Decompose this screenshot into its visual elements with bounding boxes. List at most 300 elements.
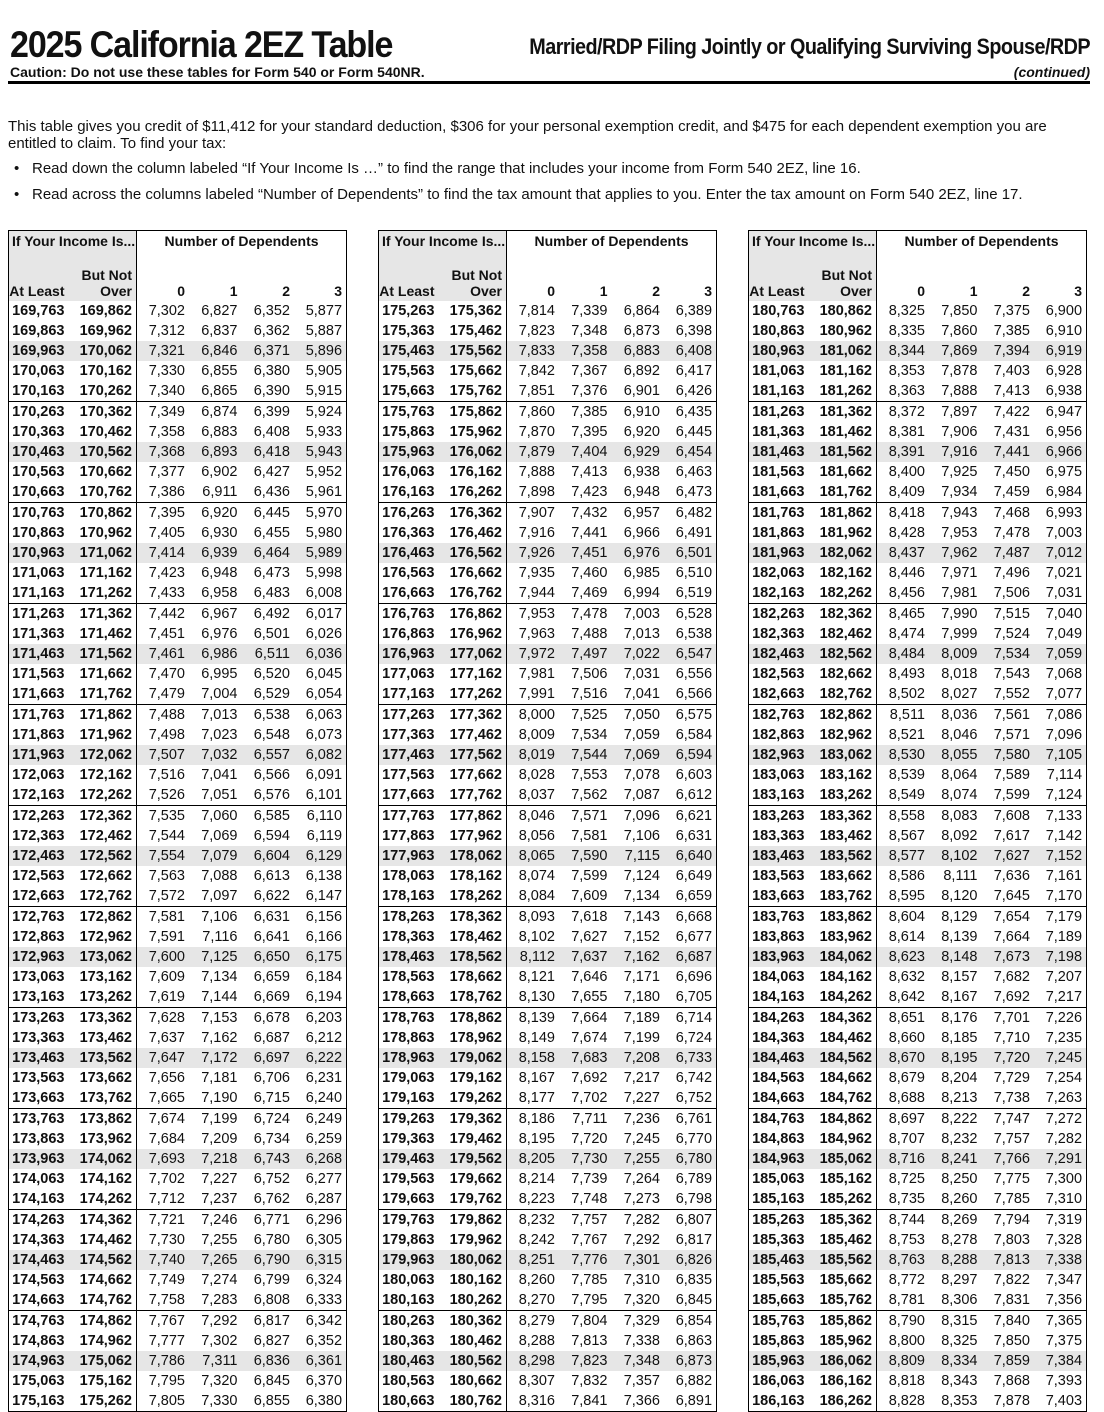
table-row — [379, 402, 717, 423]
tax-amount: 7,757 — [993, 1131, 1030, 1147]
income-but-not-over: 171,562 — [69, 644, 137, 664]
tax-amount: 6,919 — [1034, 341, 1087, 361]
tax-amount: 6,612 — [675, 787, 713, 803]
income-at-least: 184,563 — [749, 1068, 809, 1088]
income-at-least: 170,563 — [9, 462, 69, 482]
tax-amount: 8,250 — [941, 1171, 978, 1187]
table-row — [749, 624, 1087, 644]
tax-amount: 6,947 — [1034, 402, 1087, 423]
tax-amount: 7,133 — [1034, 806, 1087, 827]
income-but-not-over: 184,662 — [809, 1068, 877, 1088]
tax-amount: 7,497 — [559, 644, 612, 664]
tax-amount: 6,631 — [675, 828, 713, 844]
tax-amount: 6,883 — [612, 341, 665, 361]
tax-amount: 8,809 — [877, 1351, 930, 1371]
income-at-least: 181,863 — [749, 523, 809, 543]
tax-amount: 8,279 — [507, 1311, 560, 1332]
tax-amount: 7,384 — [1034, 1351, 1087, 1371]
income-header: If Your Income Is... — [379, 231, 507, 268]
table-row — [9, 1149, 347, 1169]
table-row — [379, 967, 717, 987]
tax-amount: 8,409 — [888, 484, 925, 500]
tax-amount: 7,376 — [571, 383, 608, 399]
tax-amount: 6,789 — [675, 1171, 713, 1187]
tax-amount: 7,777 — [148, 1333, 185, 1349]
tax-amount: 8,009 — [518, 727, 555, 743]
income-at-least: 171,763 — [9, 705, 69, 726]
income-at-least: 176,163 — [379, 482, 439, 503]
tax-amount: 6,929 — [612, 442, 665, 462]
tax-amount: 7,850 — [993, 1333, 1030, 1349]
tax-amount: 7,179 — [1034, 907, 1087, 928]
tax-amount: 7,860 — [941, 323, 978, 339]
income-at-least: 172,663 — [9, 886, 69, 907]
income-at-least: 184,363 — [749, 1028, 809, 1048]
tax-amount: 8,642 — [888, 989, 925, 1005]
tax-amount: 6,911 — [202, 484, 238, 500]
tax-amount: 6,874 — [189, 402, 242, 423]
table-row — [9, 886, 347, 907]
income-at-least: 176,863 — [379, 624, 439, 644]
tax-amount: 7,459 — [993, 484, 1030, 500]
income-but-not-over: 177,662 — [439, 765, 507, 785]
tax-amount: 7,516 — [148, 767, 185, 783]
tax-amount: 7,051 — [201, 787, 238, 803]
tax-amount: 7,833 — [507, 341, 560, 361]
tax-amount: 7,656 — [148, 1070, 185, 1086]
tax-amount: 7,617 — [993, 828, 1030, 844]
income-but-not-over: 169,862 — [69, 301, 137, 321]
tax-amount: 8,363 — [888, 383, 925, 399]
tax-amount: 6,036 — [294, 644, 347, 664]
income-but-not-over: 172,462 — [69, 826, 137, 846]
tax-amount: 8,102 — [518, 929, 555, 945]
tax-amount: 7,292 — [189, 1311, 242, 1332]
tax-amount: 7,963 — [518, 626, 555, 642]
tax-amount: 7,050 — [612, 705, 665, 726]
income-but-not-over: 173,362 — [69, 1008, 137, 1029]
tax-amount: 7,580 — [982, 745, 1035, 765]
tax-amount: 7,338 — [1034, 1250, 1087, 1270]
tax-amount: 7,441 — [571, 525, 608, 541]
tax-amount: 6,958 — [201, 585, 238, 601]
income-at-least: 185,463 — [749, 1250, 809, 1270]
income-but-not-over: 178,862 — [439, 1008, 507, 1029]
tax-amount: 6,501 — [253, 626, 290, 642]
tax-amount: 7,246 — [189, 1210, 242, 1231]
income-at-least: 169,763 — [9, 301, 69, 321]
tax-amount: 7,199 — [623, 1030, 660, 1046]
tax-amount: 6,994 — [623, 585, 660, 601]
tax-amount: 7,049 — [1045, 626, 1083, 642]
tax-amount: 7,553 — [571, 767, 608, 783]
tax-amount: 8,446 — [888, 565, 925, 581]
tax-amount: 7,488 — [571, 626, 608, 642]
tax-amount: 8,102 — [929, 846, 982, 866]
table-row — [749, 785, 1087, 806]
income-but-not-over: 178,062 — [439, 846, 507, 866]
tax-amount: 7,729 — [993, 1070, 1030, 1086]
tax-amount: 7,433 — [148, 585, 185, 601]
tax-amount: 6,891 — [675, 1393, 713, 1409]
tax-amount: 6,920 — [623, 424, 660, 440]
income-at-least: 170,363 — [9, 422, 69, 442]
table-row — [749, 745, 1087, 765]
tax-amount: 7,321 — [137, 341, 190, 361]
income-at-least: 173,763 — [9, 1109, 69, 1130]
tax-amount: 7,403 — [1045, 1393, 1083, 1409]
tax-amount: 7,040 — [1034, 604, 1087, 625]
tax-amount: 8,260 — [518, 1272, 555, 1288]
tax-amount: 6,771 — [242, 1210, 295, 1231]
tax-table-1 — [8, 230, 346, 1412]
table-row — [749, 1088, 1087, 1109]
tax-amount: 7,619 — [148, 989, 185, 1005]
tax-amount: 6,790 — [242, 1250, 295, 1270]
table-row — [749, 442, 1087, 462]
income-at-least: 180,263 — [379, 1311, 439, 1332]
tax-amount: 7,003 — [612, 604, 665, 625]
tax-amount: 7,935 — [518, 565, 555, 581]
income-at-least: 185,163 — [749, 1189, 809, 1210]
tax-amount: 7,283 — [201, 1292, 238, 1308]
tax-amount: 8,372 — [877, 402, 930, 423]
tax-amount: 6,939 — [189, 543, 242, 563]
tax-amount: 7,720 — [571, 1131, 608, 1147]
tax-amount: 7,068 — [1045, 666, 1083, 682]
tax-amount: 7,934 — [941, 484, 978, 500]
income-at-least: 172,263 — [9, 806, 69, 827]
tax-amount: 8,297 — [941, 1272, 978, 1288]
tax-amount: 7,972 — [507, 644, 560, 664]
tax-amount: 7,526 — [148, 787, 185, 803]
tax-amount: 8,586 — [888, 868, 925, 884]
income-at-least: 180,763 — [749, 301, 809, 321]
income-at-least: 169,863 — [9, 321, 69, 341]
tax-amount: 7,329 — [612, 1311, 665, 1332]
tax-amount: 7,143 — [612, 907, 665, 928]
tax-amount: 7,312 — [148, 323, 185, 339]
tax-amount: 7,263 — [1045, 1090, 1083, 1106]
tax-amount: 7,552 — [993, 686, 1030, 702]
income-at-least: 179,263 — [379, 1109, 439, 1130]
table-row — [379, 321, 717, 341]
tax-amount: 7,236 — [612, 1109, 665, 1130]
tax-amount: 6,631 — [242, 907, 295, 928]
income-at-least: 177,163 — [379, 684, 439, 705]
tax-amount: 7,664 — [559, 1008, 612, 1029]
dependents-col-header: 3 — [1034, 267, 1087, 301]
tax-amount: 6,352 — [305, 1333, 343, 1349]
tax-amount: 8,009 — [929, 644, 982, 664]
income-at-least: 184,663 — [749, 1088, 809, 1109]
tax-amount: 6,305 — [305, 1232, 343, 1248]
income-but-not-over: 182,962 — [809, 725, 877, 745]
income-but-not-over: 180,962 — [809, 321, 877, 341]
income-but-not-over: 184,262 — [809, 987, 877, 1008]
table-row — [9, 503, 347, 524]
income-but-not-over: 175,162 — [69, 1371, 137, 1391]
tax-amount: 8,092 — [941, 828, 978, 844]
at-least-header: At Least — [9, 267, 69, 301]
tax-amount: 7,245 — [1034, 1048, 1087, 1068]
tax-amount: 6,984 — [1045, 484, 1083, 500]
tax-amount: 6,510 — [675, 565, 713, 581]
income-at-least: 185,263 — [749, 1210, 809, 1231]
tax-amount: 6,696 — [675, 969, 713, 985]
tax-amount: 7,124 — [1045, 787, 1083, 803]
tax-amount: 7,395 — [571, 424, 608, 440]
tax-amount: 6,342 — [294, 1311, 347, 1332]
page-header — [8, 24, 1090, 84]
tax-amount: 7,813 — [982, 1250, 1035, 1270]
tax-amount: 8,065 — [507, 846, 560, 866]
tax-amount: 6,715 — [253, 1090, 290, 1106]
income-but-not-over: 184,062 — [809, 947, 877, 967]
tax-amount: 7,805 — [148, 1393, 185, 1409]
income-but-not-over: 177,862 — [439, 806, 507, 827]
tax-amount: 8,306 — [941, 1292, 978, 1308]
tax-amount: 6,455 — [253, 525, 290, 541]
income-at-least: 177,363 — [379, 725, 439, 745]
income-but-not-over: 182,662 — [809, 664, 877, 684]
income-but-not-over: 184,962 — [809, 1129, 877, 1149]
tax-amount: 7,217 — [1045, 989, 1083, 1005]
table-row — [9, 301, 347, 321]
income-but-not-over: 169,962 — [69, 321, 137, 341]
tax-amount: 6,445 — [242, 503, 295, 524]
tax-amount: 8,614 — [888, 929, 925, 945]
income-at-least: 173,363 — [9, 1028, 69, 1048]
tax-amount: 7,479 — [148, 686, 185, 702]
income-but-not-over: 178,462 — [439, 927, 507, 947]
table-row — [9, 1250, 347, 1270]
income-at-least: 185,063 — [749, 1169, 809, 1189]
tax-amount: 6,845 — [675, 1292, 713, 1308]
tax-amount: 7,207 — [1045, 969, 1083, 985]
tax-amount: 8,055 — [929, 745, 982, 765]
income-but-not-over: 181,762 — [809, 482, 877, 503]
income-at-least: 183,163 — [749, 785, 809, 806]
tax-amount: 7,227 — [201, 1171, 238, 1187]
income-at-least: 170,863 — [9, 523, 69, 543]
tax-amount: 6,231 — [305, 1070, 343, 1086]
table-row — [749, 1290, 1087, 1311]
tax-amount: 7,534 — [982, 644, 1035, 664]
table-row — [749, 866, 1087, 886]
tax-amount: 6,584 — [675, 727, 713, 743]
tax-amount: 7,692 — [571, 1070, 608, 1086]
table-row — [379, 1230, 717, 1250]
income-but-not-over: 172,362 — [69, 806, 137, 827]
tax-amount: 6,762 — [253, 1191, 290, 1207]
tax-amount: 7,431 — [993, 424, 1030, 440]
tax-amount: 7,441 — [982, 442, 1035, 462]
tax-amount: 8,037 — [518, 787, 555, 803]
tax-amount: 6,957 — [612, 503, 665, 524]
table-row — [379, 361, 717, 381]
income-at-least: 177,263 — [379, 705, 439, 726]
tax-amount: 8,558 — [877, 806, 930, 827]
tax-amount: 7,785 — [993, 1191, 1030, 1207]
income-but-not-over: 186,262 — [809, 1391, 877, 1412]
tax-amount: 7,757 — [559, 1210, 612, 1231]
tax-amount: 7,627 — [982, 846, 1035, 866]
tax-amount: 7,971 — [941, 565, 978, 581]
tax-amount: 8,298 — [507, 1351, 560, 1371]
tax-amount: 7,822 — [993, 1272, 1030, 1288]
income-at-least: 181,063 — [749, 361, 809, 381]
income-at-least: 185,663 — [749, 1290, 809, 1311]
table-row — [9, 361, 347, 381]
tax-amount: 7,311 — [189, 1351, 242, 1371]
tax-amount: 6,659 — [675, 888, 713, 904]
tax-amount: 8,139 — [941, 929, 978, 945]
tax-amount: 7,506 — [571, 666, 608, 682]
table-row — [379, 947, 717, 967]
income-but-not-over: 180,862 — [809, 301, 877, 321]
income-at-least: 181,963 — [749, 543, 809, 563]
income-but-not-over: 181,062 — [809, 341, 877, 361]
income-but-not-over: 172,962 — [69, 927, 137, 947]
table-row — [749, 987, 1087, 1008]
tax-amount: 7,730 — [559, 1149, 612, 1169]
tax-amount: 7,775 — [993, 1171, 1030, 1187]
tax-amount: 6,473 — [675, 484, 713, 500]
income-at-least: 178,163 — [379, 886, 439, 907]
tax-amount: 7,850 — [941, 303, 978, 319]
tax-amount: 7,348 — [571, 323, 608, 339]
income-at-least: 183,563 — [749, 866, 809, 886]
tax-amount: 7,589 — [993, 767, 1030, 783]
tax-amount: 6,780 — [664, 1149, 717, 1169]
tax-amount: 8,688 — [888, 1090, 925, 1106]
tax-amount: 7,310 — [1045, 1191, 1083, 1207]
income-but-not-over: 183,462 — [809, 826, 877, 846]
tax-amount: 6,315 — [294, 1250, 347, 1270]
tax-amount: 7,255 — [612, 1149, 665, 1169]
tax-amount: 8,549 — [888, 787, 925, 803]
table-row — [379, 422, 717, 442]
income-but-not-over: 171,062 — [69, 543, 137, 563]
tax-amount: 7,461 — [137, 644, 190, 664]
income-at-least: 172,563 — [9, 866, 69, 886]
table-row — [379, 1109, 717, 1130]
income-at-least: 182,163 — [749, 583, 809, 604]
income-but-not-over: 183,862 — [809, 907, 877, 928]
tax-amount: 6,370 — [305, 1373, 343, 1389]
table-row — [749, 583, 1087, 604]
income-at-least: 174,363 — [9, 1230, 69, 1250]
income-at-least: 179,863 — [379, 1230, 439, 1250]
table-row — [749, 1250, 1087, 1270]
income-but-not-over: 174,162 — [69, 1169, 137, 1189]
tax-amount: 7,702 — [571, 1090, 608, 1106]
tax-amount: 6,362 — [253, 323, 290, 339]
dependents-col-header: 3 — [294, 267, 347, 301]
tax-amount: 6,846 — [189, 341, 242, 361]
tax-amount: 7,682 — [993, 969, 1030, 985]
income-at-least: 177,763 — [379, 806, 439, 827]
table-row — [379, 624, 717, 644]
tax-amount: 6,129 — [294, 846, 347, 866]
tax-amount: 6,268 — [294, 1149, 347, 1169]
income-at-least: 171,663 — [9, 684, 69, 705]
income-but-not-over: 176,762 — [439, 583, 507, 604]
tax-amount: 7,600 — [137, 947, 190, 967]
tax-amount: 7,654 — [982, 907, 1035, 928]
tax-amount: 7,721 — [137, 1210, 190, 1231]
income-but-not-over: 176,562 — [439, 543, 507, 563]
tax-amount: 7,730 — [148, 1232, 185, 1248]
income-at-least: 174,463 — [9, 1250, 69, 1270]
tax-amount: 7,953 — [941, 525, 978, 541]
tax-amount: 8,670 — [877, 1048, 930, 1068]
tax-amount: 7,023 — [201, 727, 238, 743]
tax-amount: 6,798 — [675, 1191, 713, 1207]
table-row — [379, 563, 717, 583]
tax-amount: 7,106 — [623, 828, 660, 844]
tax-amount: 7,525 — [559, 705, 612, 726]
tax-amount: 7,377 — [148, 464, 185, 480]
income-at-least: 183,963 — [749, 947, 809, 967]
tax-amount: 7,470 — [148, 666, 185, 682]
tax-amount: 7,739 — [571, 1171, 608, 1187]
income-at-least: 180,563 — [379, 1371, 439, 1391]
table-row — [9, 1371, 347, 1391]
tax-amount: 7,003 — [1045, 525, 1083, 541]
income-at-least: 176,063 — [379, 462, 439, 482]
table-row — [379, 301, 717, 321]
income-but-not-over: 180,062 — [439, 1250, 507, 1270]
tax-amount: 7,180 — [623, 989, 660, 1005]
income-at-least: 175,363 — [379, 321, 439, 341]
tax-amount: 7,340 — [148, 383, 185, 399]
income-but-not-over: 180,762 — [439, 1391, 507, 1412]
tax-amount: 7,171 — [623, 969, 660, 985]
table-row — [749, 462, 1087, 482]
tax-amount: 6,613 — [253, 868, 290, 884]
income-at-least: 177,863 — [379, 826, 439, 846]
table-row — [749, 563, 1087, 583]
income-at-least: 179,663 — [379, 1189, 439, 1210]
table-row — [9, 1290, 347, 1311]
income-at-least: 185,363 — [749, 1230, 809, 1250]
tax-amount: 7,209 — [201, 1131, 238, 1147]
tax-amount: 7,711 — [559, 1109, 612, 1130]
income-at-least: 174,863 — [9, 1331, 69, 1351]
table-row — [749, 806, 1087, 827]
dependents-col-header: 2 — [612, 267, 665, 301]
income-at-least: 182,963 — [749, 745, 809, 765]
tax-amount: 7,012 — [1034, 543, 1087, 563]
income-at-least: 175,163 — [9, 1391, 69, 1412]
tax-amount: 7,898 — [518, 484, 555, 500]
income-but-not-over: 175,462 — [439, 321, 507, 341]
income-at-least: 183,463 — [749, 846, 809, 866]
tax-amount: 6,017 — [294, 604, 347, 625]
tax-amount: 8,223 — [518, 1191, 555, 1207]
tax-amount: 6,501 — [664, 543, 717, 563]
tax-amount: 7,562 — [571, 787, 608, 803]
tax-amount: 6,817 — [675, 1232, 713, 1248]
tax-amount: 6,892 — [623, 363, 660, 379]
table-row — [379, 1068, 717, 1088]
income-but-not-over: 180,362 — [439, 1311, 507, 1332]
dependents-col-header: 0 — [507, 267, 560, 301]
tax-amount: 8,772 — [888, 1272, 925, 1288]
tax-amount: 8,251 — [507, 1250, 560, 1270]
